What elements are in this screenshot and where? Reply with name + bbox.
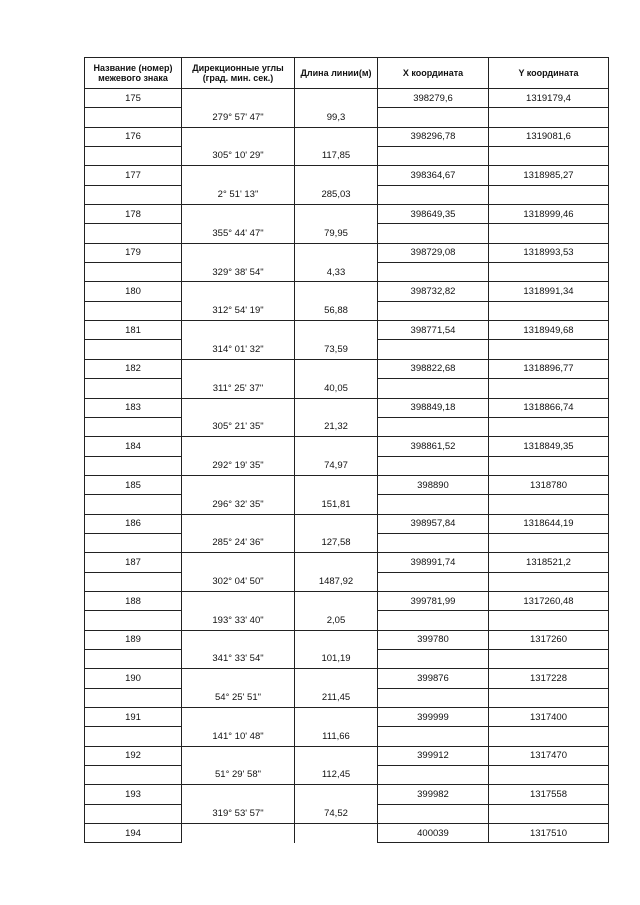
x-coordinate: 398849,18 — [378, 398, 489, 417]
point-name: 194 — [85, 824, 182, 843]
empty-cell — [489, 224, 609, 243]
line-length: 74,52 — [295, 804, 378, 823]
direction-angle: 341° 33' 54" — [182, 649, 295, 668]
point-name: 190 — [85, 669, 182, 688]
segment-row — [85, 611, 609, 630]
empty-cell — [85, 688, 182, 707]
y-coordinate: 1318866,74 — [489, 398, 609, 417]
empty-cell — [489, 688, 609, 707]
x-coordinate: 399982 — [378, 785, 489, 804]
coordinates-table — [84, 57, 609, 843]
header-row — [85, 58, 609, 89]
line-length: 151,81 — [295, 495, 378, 514]
empty-cell — [182, 205, 295, 224]
empty-cell — [295, 475, 378, 494]
point-name: 182 — [85, 359, 182, 378]
segment-row — [85, 766, 609, 785]
point-name: 185 — [85, 475, 182, 494]
x-coordinate: 398957,84 — [378, 514, 489, 533]
empty-cell — [378, 417, 489, 436]
empty-cell — [85, 108, 182, 127]
x-coordinate: 398991,74 — [378, 553, 489, 572]
x-coordinate: 400039 — [378, 824, 489, 843]
segment-row — [85, 340, 609, 359]
segment-row — [85, 533, 609, 552]
point-name: 175 — [85, 89, 182, 108]
empty-cell — [295, 282, 378, 301]
y-coordinate: 1318521,2 — [489, 553, 609, 572]
empty-cell — [295, 630, 378, 649]
direction-angle: 302° 04' 50" — [182, 572, 295, 591]
point-row — [85, 553, 609, 572]
empty-cell — [489, 533, 609, 552]
empty-cell — [489, 649, 609, 668]
x-coordinate: 398861,52 — [378, 437, 489, 456]
direction-angle: 305° 10' 29" — [182, 147, 295, 166]
empty-cell — [182, 321, 295, 340]
y-coordinate: 1317260,48 — [489, 591, 609, 610]
empty-cell — [378, 649, 489, 668]
empty-cell — [85, 379, 182, 398]
y-coordinate: 1318993,53 — [489, 243, 609, 262]
point-row — [85, 243, 609, 262]
header-x: X координата — [378, 58, 489, 89]
y-coordinate: 1317470 — [489, 746, 609, 765]
segment-row — [85, 301, 609, 320]
line-length: 1487,92 — [295, 572, 378, 591]
empty-cell — [182, 591, 295, 610]
point-name: 193 — [85, 785, 182, 804]
empty-cell — [489, 108, 609, 127]
direction-angle: 54° 25' 51" — [182, 688, 295, 707]
line-length: 101,19 — [295, 649, 378, 668]
empty-cell — [85, 649, 182, 668]
empty-cell — [378, 611, 489, 630]
line-length: 99,3 — [295, 108, 378, 127]
empty-cell — [378, 224, 489, 243]
empty-cell — [378, 108, 489, 127]
point-name: 177 — [85, 166, 182, 185]
empty-cell — [378, 495, 489, 514]
segment-row — [85, 456, 609, 475]
segment-row — [85, 417, 609, 436]
empty-cell — [378, 533, 489, 552]
empty-cell — [295, 243, 378, 262]
segment-row — [85, 263, 609, 282]
empty-cell — [182, 127, 295, 146]
segment-row — [85, 185, 609, 204]
empty-cell — [489, 301, 609, 320]
empty-cell — [85, 340, 182, 359]
y-coordinate: 1318780 — [489, 475, 609, 494]
empty-cell — [295, 785, 378, 804]
empty-cell — [182, 824, 295, 843]
segment-row — [85, 147, 609, 166]
direction-angle: 296° 32' 35" — [182, 495, 295, 514]
empty-cell — [295, 591, 378, 610]
empty-cell — [489, 379, 609, 398]
empty-cell — [489, 263, 609, 282]
x-coordinate: 398822,68 — [378, 359, 489, 378]
empty-cell — [85, 495, 182, 514]
line-length: 117,85 — [295, 147, 378, 166]
point-name: 176 — [85, 127, 182, 146]
empty-cell — [182, 746, 295, 765]
empty-cell — [295, 669, 378, 688]
empty-cell — [295, 359, 378, 378]
empty-cell — [489, 147, 609, 166]
line-length: 211,45 — [295, 688, 378, 707]
empty-cell — [85, 611, 182, 630]
direction-angle: 314° 01' 32" — [182, 340, 295, 359]
y-coordinate: 1319081,6 — [489, 127, 609, 146]
empty-cell — [295, 321, 378, 340]
empty-cell — [85, 766, 182, 785]
y-coordinate: 1318644,19 — [489, 514, 609, 533]
point-name: 189 — [85, 630, 182, 649]
x-coordinate: 398296,78 — [378, 127, 489, 146]
empty-cell — [378, 263, 489, 282]
empty-cell — [182, 166, 295, 185]
empty-cell — [182, 514, 295, 533]
point-name: 181 — [85, 321, 182, 340]
point-name: 192 — [85, 746, 182, 765]
x-coordinate: 398890 — [378, 475, 489, 494]
line-length: 79,95 — [295, 224, 378, 243]
point-name: 178 — [85, 205, 182, 224]
line-length: 21,32 — [295, 417, 378, 436]
line-length: 4,33 — [295, 263, 378, 282]
header-name: Название (номер) межевого знака — [85, 58, 182, 89]
direction-angle: 2° 51' 13" — [182, 185, 295, 204]
line-length: 285,03 — [295, 185, 378, 204]
empty-cell — [489, 611, 609, 630]
point-name: 184 — [85, 437, 182, 456]
empty-cell — [85, 185, 182, 204]
empty-cell — [489, 572, 609, 591]
direction-angle: 292° 19' 35" — [182, 456, 295, 475]
empty-cell — [378, 340, 489, 359]
empty-cell — [182, 669, 295, 688]
point-row — [85, 205, 609, 224]
x-coordinate: 399876 — [378, 669, 489, 688]
point-row — [85, 708, 609, 727]
x-coordinate: 398732,82 — [378, 282, 489, 301]
direction-angle: 141° 10' 48" — [182, 727, 295, 746]
empty-cell — [85, 456, 182, 475]
x-coordinate: 398649,35 — [378, 205, 489, 224]
empty-cell — [295, 824, 378, 843]
line-length: 74,97 — [295, 456, 378, 475]
line-length: 111,66 — [295, 727, 378, 746]
x-coordinate: 399780 — [378, 630, 489, 649]
segment-row — [85, 572, 609, 591]
empty-cell — [489, 766, 609, 785]
empty-cell — [489, 340, 609, 359]
empty-cell — [182, 359, 295, 378]
y-coordinate: 1319179,4 — [489, 89, 609, 108]
x-coordinate: 398364,67 — [378, 166, 489, 185]
point-row — [85, 398, 609, 417]
empty-cell — [295, 89, 378, 108]
empty-cell — [378, 456, 489, 475]
direction-angle: 305° 21' 35" — [182, 417, 295, 436]
point-row — [85, 127, 609, 146]
segment-row — [85, 379, 609, 398]
header-angles: Дирекционные углы (град. мин. сек.) — [182, 58, 295, 89]
y-coordinate: 1318985,27 — [489, 166, 609, 185]
point-row — [85, 824, 609, 843]
empty-cell — [85, 804, 182, 823]
y-coordinate: 1318999,46 — [489, 205, 609, 224]
empty-cell — [85, 727, 182, 746]
empty-cell — [378, 572, 489, 591]
empty-cell — [378, 688, 489, 707]
empty-cell — [295, 205, 378, 224]
x-coordinate: 398279,6 — [378, 89, 489, 108]
point-row — [85, 89, 609, 108]
empty-cell — [378, 766, 489, 785]
empty-cell — [489, 185, 609, 204]
y-coordinate: 1318949,68 — [489, 321, 609, 340]
empty-cell — [295, 708, 378, 727]
point-row — [85, 166, 609, 185]
line-length: 56,88 — [295, 301, 378, 320]
empty-cell — [295, 166, 378, 185]
empty-cell — [295, 127, 378, 146]
empty-cell — [295, 437, 378, 456]
point-row — [85, 282, 609, 301]
x-coordinate: 399912 — [378, 746, 489, 765]
empty-cell — [378, 301, 489, 320]
header-y: Y координата — [489, 58, 609, 89]
point-row — [85, 785, 609, 804]
y-coordinate: 1317228 — [489, 669, 609, 688]
line-length: 112,45 — [295, 766, 378, 785]
empty-cell — [182, 89, 295, 108]
direction-angle: 285° 24' 36" — [182, 533, 295, 552]
point-name: 187 — [85, 553, 182, 572]
x-coordinate: 399999 — [378, 708, 489, 727]
point-name: 191 — [85, 708, 182, 727]
point-name: 183 — [85, 398, 182, 417]
empty-cell — [489, 417, 609, 436]
y-coordinate: 1318991,34 — [489, 282, 609, 301]
direction-angle: 312° 54' 19" — [182, 301, 295, 320]
point-row — [85, 746, 609, 765]
x-coordinate: 398771,54 — [378, 321, 489, 340]
segment-row — [85, 688, 609, 707]
point-row — [85, 321, 609, 340]
empty-cell — [85, 224, 182, 243]
y-coordinate: 1317260 — [489, 630, 609, 649]
line-length: 2,05 — [295, 611, 378, 630]
empty-cell — [85, 572, 182, 591]
empty-cell — [489, 727, 609, 746]
empty-cell — [182, 282, 295, 301]
segment-row — [85, 727, 609, 746]
y-coordinate: 1318896,77 — [489, 359, 609, 378]
empty-cell — [182, 553, 295, 572]
empty-cell — [378, 379, 489, 398]
empty-cell — [295, 553, 378, 572]
y-coordinate: 1317510 — [489, 824, 609, 843]
direction-angle: 355° 44' 47" — [182, 224, 295, 243]
empty-cell — [489, 804, 609, 823]
point-row — [85, 514, 609, 533]
empty-cell — [85, 147, 182, 166]
y-coordinate: 1318849,35 — [489, 437, 609, 456]
segment-row — [85, 495, 609, 514]
direction-angle: 279° 57' 47" — [182, 108, 295, 127]
empty-cell — [85, 533, 182, 552]
empty-cell — [295, 746, 378, 765]
empty-cell — [182, 243, 295, 262]
empty-cell — [85, 417, 182, 436]
empty-cell — [295, 398, 378, 417]
empty-cell — [378, 727, 489, 746]
empty-cell — [378, 147, 489, 166]
line-length: 73,59 — [295, 340, 378, 359]
direction-angle: 319° 53' 57" — [182, 804, 295, 823]
point-name: 188 — [85, 591, 182, 610]
empty-cell — [182, 398, 295, 417]
point-row — [85, 437, 609, 456]
x-coordinate: 399781,99 — [378, 591, 489, 610]
empty-cell — [182, 437, 295, 456]
line-length: 127,58 — [295, 533, 378, 552]
empty-cell — [295, 514, 378, 533]
point-name: 179 — [85, 243, 182, 262]
point-row — [85, 591, 609, 610]
direction-angle: 193° 33' 40" — [182, 611, 295, 630]
direction-angle: 51° 29' 58" — [182, 766, 295, 785]
segment-row — [85, 804, 609, 823]
line-length: 40,05 — [295, 379, 378, 398]
point-row — [85, 475, 609, 494]
empty-cell — [378, 185, 489, 204]
point-name: 186 — [85, 514, 182, 533]
empty-cell — [182, 708, 295, 727]
direction-angle: 311° 25' 37" — [182, 379, 295, 398]
y-coordinate: 1317558 — [489, 785, 609, 804]
point-row — [85, 359, 609, 378]
empty-cell — [182, 630, 295, 649]
x-coordinate: 398729,08 — [378, 243, 489, 262]
y-coordinate: 1317400 — [489, 708, 609, 727]
empty-cell — [182, 785, 295, 804]
empty-cell — [489, 456, 609, 475]
point-row — [85, 630, 609, 649]
empty-cell — [182, 475, 295, 494]
point-name: 180 — [85, 282, 182, 301]
empty-cell — [85, 301, 182, 320]
direction-angle: 329° 38' 54" — [182, 263, 295, 282]
empty-cell — [489, 495, 609, 514]
segment-row — [85, 108, 609, 127]
point-row — [85, 669, 609, 688]
segment-row — [85, 224, 609, 243]
empty-cell — [85, 263, 182, 282]
header-length: Длина линии(м) — [295, 58, 378, 89]
segment-row — [85, 649, 609, 668]
empty-cell — [378, 804, 489, 823]
